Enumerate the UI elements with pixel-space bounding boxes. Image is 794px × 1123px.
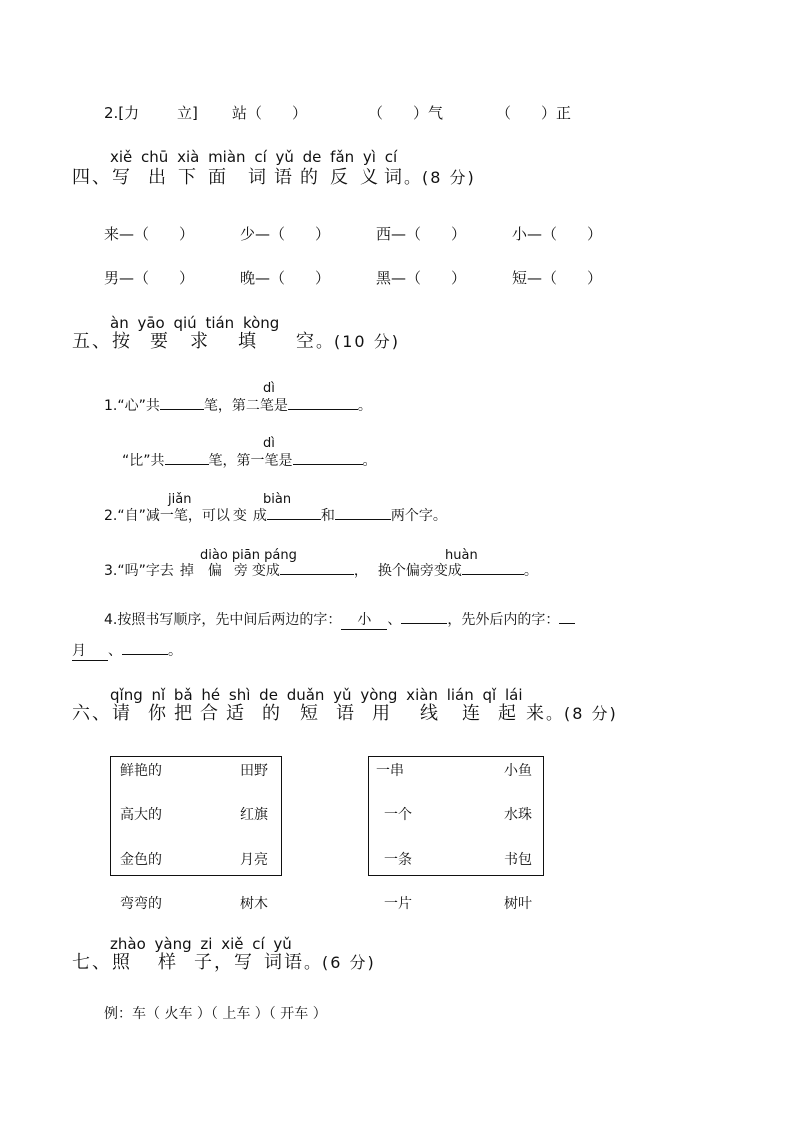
section7-c2: 子， (194, 952, 234, 973)
section6-c4: 适 (226, 703, 246, 724)
s5-item2-t2: 成 (252, 508, 267, 524)
section7-example: 例：车（ 火车 ）（ 上车 ）（ 开车 ） (104, 1006, 327, 1022)
section6-c1: 你 (148, 703, 168, 724)
box2-right-2[interactable]: 书包 (504, 852, 532, 868)
s5-item1b-mid: 笔， (208, 453, 237, 469)
box2-left-2[interactable]: 一条 (384, 852, 412, 868)
section5-c2: 求 (190, 331, 210, 352)
section6-pinyin: qǐng nǐ bǎ hé shì de duǎn yǔ yòng xiàn lián qǐ lái (110, 686, 523, 704)
s5-item1a (104, 395, 372, 415)
s5-item2-t1: 一笔，可以 (159, 508, 230, 524)
section5-num: 五、 (72, 331, 112, 352)
section4-num: 四、 (72, 167, 112, 188)
box2-below-left[interactable]: 一片 (384, 896, 412, 912)
section6-c3: 合 (200, 703, 220, 724)
s5-item2-pre: 2.“自” (104, 508, 146, 524)
s5-item4-sep2: 、 (108, 643, 122, 659)
section6-c0: 请 (112, 703, 132, 724)
q3-line2-second: 立] (177, 104, 198, 122)
s4-r2-3: 短—（ ） (512, 269, 603, 287)
box1-below-left[interactable]: 弯弯的 (120, 896, 162, 912)
s5-item4-ans2[interactable]: 月 (72, 640, 108, 661)
box1-below-right[interactable]: 树木 (240, 896, 268, 912)
s5-item3-blank2[interactable] (462, 560, 524, 575)
section4-c9: 词 (384, 167, 404, 188)
section4-c6: 的 (300, 167, 320, 188)
section6-c6: 短 (300, 703, 320, 724)
s5-item4-sep: 、 (387, 612, 402, 628)
s5-item3-blank1[interactable] (280, 560, 354, 575)
s5-item1a-mid: 笔， (203, 398, 232, 414)
s5-item4-ans1[interactable]: 小 (341, 609, 387, 630)
section7-c1: 样 (158, 952, 178, 973)
box2-right-1[interactable]: 水珠 (504, 807, 532, 823)
section5-pinyin: àn yāo qiú tián kòng (110, 314, 280, 332)
box2-right-0[interactable]: 小鱼 (504, 763, 532, 779)
section7-c0: 照 (112, 952, 132, 973)
box1-right-2[interactable]: 月亮 (240, 852, 268, 868)
section4-tail: 。(8 分) (404, 168, 476, 187)
s4-r2-1: 晚—（ ） (240, 269, 331, 287)
s5-item3-pre: 3.“吗”字去 (104, 563, 174, 579)
section4-heading (72, 163, 476, 189)
s5-item1b-blank2[interactable] (293, 450, 363, 465)
section4-c4: 词 (248, 167, 268, 188)
section6-c8: 用 (372, 703, 392, 724)
section7-pinyin: zhào yàng zi xiě cí yǔ (110, 935, 292, 953)
s5-item2-py2: biàn (263, 492, 292, 507)
section4-c2: 下 (178, 167, 198, 188)
s5-item2-blank1[interactable] (267, 505, 321, 520)
box2-left-0[interactable]: 一串 (376, 763, 404, 779)
s5-item2-blank2[interactable] (335, 505, 391, 520)
s5-item1a-end: 。 (357, 398, 372, 414)
section6-c11: 起 (498, 703, 518, 724)
s5-item2-c2: 变 (232, 508, 247, 524)
s5-item3-c2: 偏 (207, 563, 222, 579)
s5-item2-c1: 减 (145, 508, 160, 524)
s5-item2-t3: 和 (320, 508, 335, 524)
section6-heading (72, 699, 618, 725)
section7-tail: 。(6 分) (304, 953, 376, 972)
box1-left-0[interactable]: 鲜艳的 (120, 763, 162, 779)
s5-item3-c1: 掉 (179, 563, 194, 579)
s4-r2-0: 男—（ ） (104, 269, 195, 287)
s5-item4-end: 。 (168, 643, 182, 659)
section5-c1: 要 (150, 331, 170, 352)
s4-r1-1: 少—（ ） (240, 225, 331, 243)
s5-item1a-py: dì (263, 381, 275, 396)
s5-item4-blank1[interactable] (401, 609, 447, 624)
s5-item3-c3: 旁 (233, 563, 248, 579)
section4-c7: 反 (330, 167, 350, 188)
s5-item3-c4: 换 (377, 563, 392, 579)
section4-c5: 语 (274, 167, 294, 188)
s5-item4-line2 (72, 640, 182, 661)
section4-c0: 写 (112, 167, 132, 188)
s5-item3-t1: 变成 (251, 563, 280, 579)
section7-c4: 词 (264, 952, 284, 973)
section7-c5: 语 (284, 952, 304, 973)
section7-num: 七、 (72, 952, 112, 973)
section6-tail: 。(8 分) (546, 704, 618, 723)
s5-item2-py1: jiǎn (168, 492, 192, 507)
s5-item3-t2: ， (353, 563, 368, 579)
s5-item3-end: 。 (523, 563, 538, 579)
s5-item2 (104, 505, 447, 525)
box1-left-1[interactable]: 高大的 (120, 807, 162, 823)
section5-tail: 。(10 分) (316, 332, 400, 351)
section6-num: 六、 (72, 703, 112, 724)
s5-item1b-blank1[interactable] (165, 450, 209, 465)
q3-line2-a: 站（ ） (232, 104, 308, 122)
box2-left-1[interactable]: 一个 (384, 807, 412, 823)
s5-item4-blank2[interactable] (559, 609, 575, 624)
q3-line2-b: （ ）气 (368, 104, 444, 122)
s5-item4-pre: 4.按照书写顺序，先中间后两边的字： (104, 612, 342, 628)
s5-item1b-end: 。 (362, 453, 377, 469)
section6-c5: 的 (262, 703, 282, 724)
s5-item1a-mid2: 第二笔是 (231, 398, 288, 414)
section4-pinyin: xiě chū xià miàn cí yǔ de fǎn yì cí (110, 148, 398, 166)
s5-item1a-pre: 1.“心”共 (104, 398, 160, 414)
s4-r1-3: 小—（ ） (512, 225, 603, 243)
section5-c4: 空 (296, 331, 316, 352)
s5-item3-py2: huàn (445, 548, 478, 563)
s4-r1-2: 西—（ ） (376, 225, 467, 243)
section4-c1: 出 (148, 167, 168, 188)
q3-line2-num: 2.[力 (104, 104, 140, 122)
s5-item1a-blank2[interactable] (288, 395, 358, 410)
section7-c3: 写 (234, 952, 254, 973)
s5-item2-t4: 两个字。 (390, 508, 447, 524)
q3-line2-c: （ ）正 (496, 104, 572, 122)
section6-c9: 线 (420, 703, 440, 724)
section6-c12: 来 (526, 703, 546, 724)
section4-c3: 面 (208, 167, 228, 188)
s5-item4-t1: ，先外后内的字： (447, 612, 560, 628)
section6-c2: 把 (174, 703, 194, 724)
s5-item1b-mid2: 第一笔是 (236, 453, 293, 469)
s5-item1b-py: dì (263, 436, 275, 451)
box1-left-2[interactable]: 金色的 (120, 852, 162, 868)
s5-item1b-pre: “比”共 (122, 453, 165, 469)
s5-item3-t3: 个偏旁变成 (391, 563, 462, 579)
section5-c0: 按 (112, 331, 132, 352)
section5-c3: 填 (238, 331, 258, 352)
section5-heading (72, 327, 400, 353)
box1-right-1[interactable]: 红旗 (240, 807, 268, 823)
s4-r1-0: 来—（ ） (104, 225, 195, 243)
s5-item1b (122, 450, 377, 470)
section6-c10: 连 (462, 703, 482, 724)
s4-r2-2: 黑—（ ） (376, 269, 467, 287)
s5-item1a-blank1[interactable] (160, 395, 204, 410)
section6-c7: 语 (336, 703, 356, 724)
section7-heading (72, 948, 376, 974)
s5-item4-line1 (104, 609, 575, 630)
s5-item3 (104, 560, 538, 580)
section4-c8: 义 (360, 167, 380, 188)
box1-right-0[interactable]: 田野 (240, 763, 268, 779)
s5-item3-py1: diào piān páng (200, 548, 297, 563)
s5-item4-blank3[interactable] (122, 640, 168, 655)
box2-below-right[interactable]: 树叶 (504, 896, 532, 912)
